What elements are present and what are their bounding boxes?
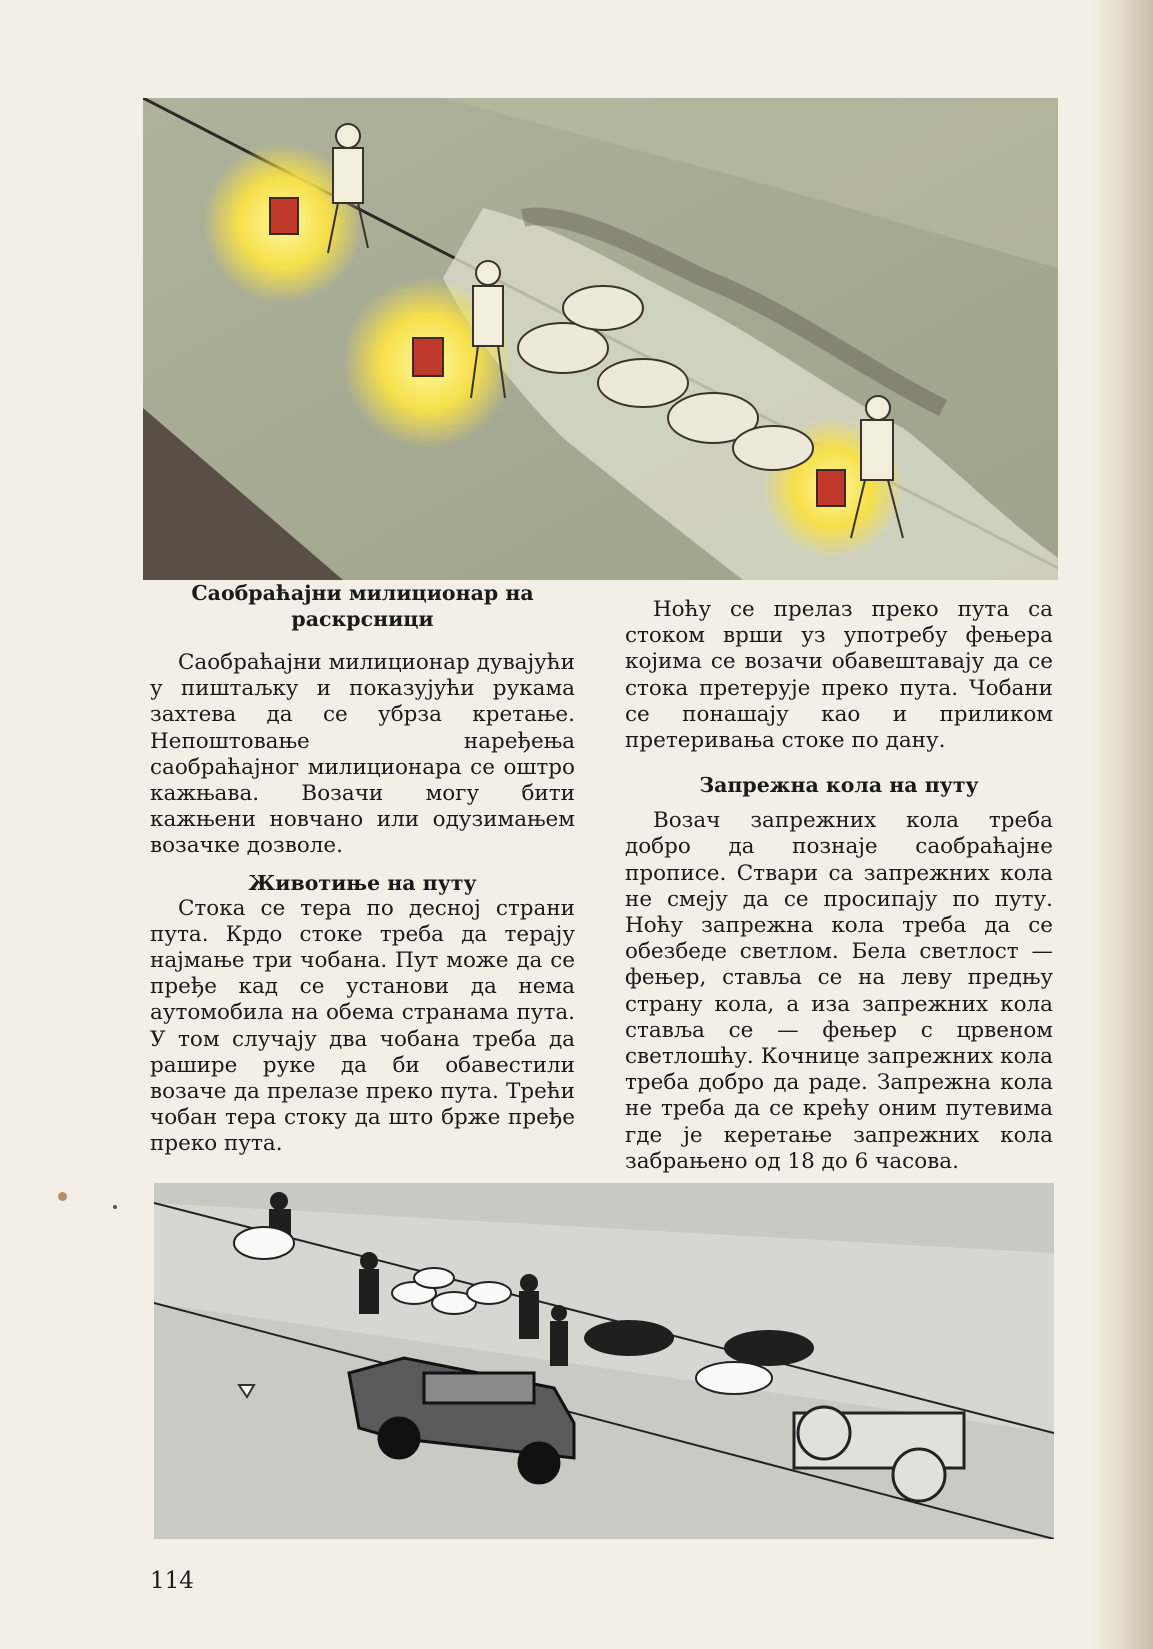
night-herd-crossing-illustration [143, 98, 1058, 580]
section-title-animals: Животиње на путу [248, 870, 477, 895]
night-crossing-paragraph: Ноћу се прелаз преко пута са стоком врши уз употребу фењера којима се возачи обавештавају да се стока претерује преко пута. Чобани се понашају као и приликом претеривања стоке по дану. [625, 597, 1053, 754]
left-text-column [150, 580, 575, 1158]
section-title-carts: Запрежна кола на путу [699, 773, 979, 798]
section-paragraph-animals: Стока се тера по десној страни пута. Крдо стоке треба да терају најмање три чобана. Пут може да се пређе кад се установи да нема аутомобила на обема странама пута. У том случају два чобана треба да рашире руке да би обавестили возаче да прелазе преко пута. Трећи чобан тера стоку да што брже пређе преко пута. [150, 895, 575, 1157]
right-text-column [625, 597, 1053, 1175]
page-stain [58, 1192, 67, 1201]
page-edge-shadow [1093, 0, 1153, 1649]
page-speck [113, 1205, 117, 1209]
caption-title: Саобраћајни милиционар на раскрсници [191, 581, 534, 631]
section-paragraph-carts: Возач запрежних кола треба добро да познаје саобраћајне прописе. Ствари са запрежних кола не смеју да се просипају по путу. Ноћу запрежна кола треба да се обезбеде светлом. Бела светлост — фењер, ставља се на леву предњу страну кола, а иза запрежних кола ставља се — фењер с црвеном светлошћу. Кочнице запрежних кола треба добро да раде. Запрежна кола не треба да се крећу оним путевима где је керетање запрежних кола забрањено од 18 до 6 часова. [625, 808, 1053, 1174]
caption-paragraph: Саобраћајни милиционар дувајући у пиштаљку и показујући рукама захтева да се убрза кретање. Непоштовање наређења саобраћајног милиционара се оштро кажњава. Возачи могу бити кажњени новчано или одузимањем возачке дозволе. [150, 650, 575, 859]
road-traffic-illustration [154, 1183, 1054, 1539]
page-number: 114 [150, 1568, 194, 1594]
